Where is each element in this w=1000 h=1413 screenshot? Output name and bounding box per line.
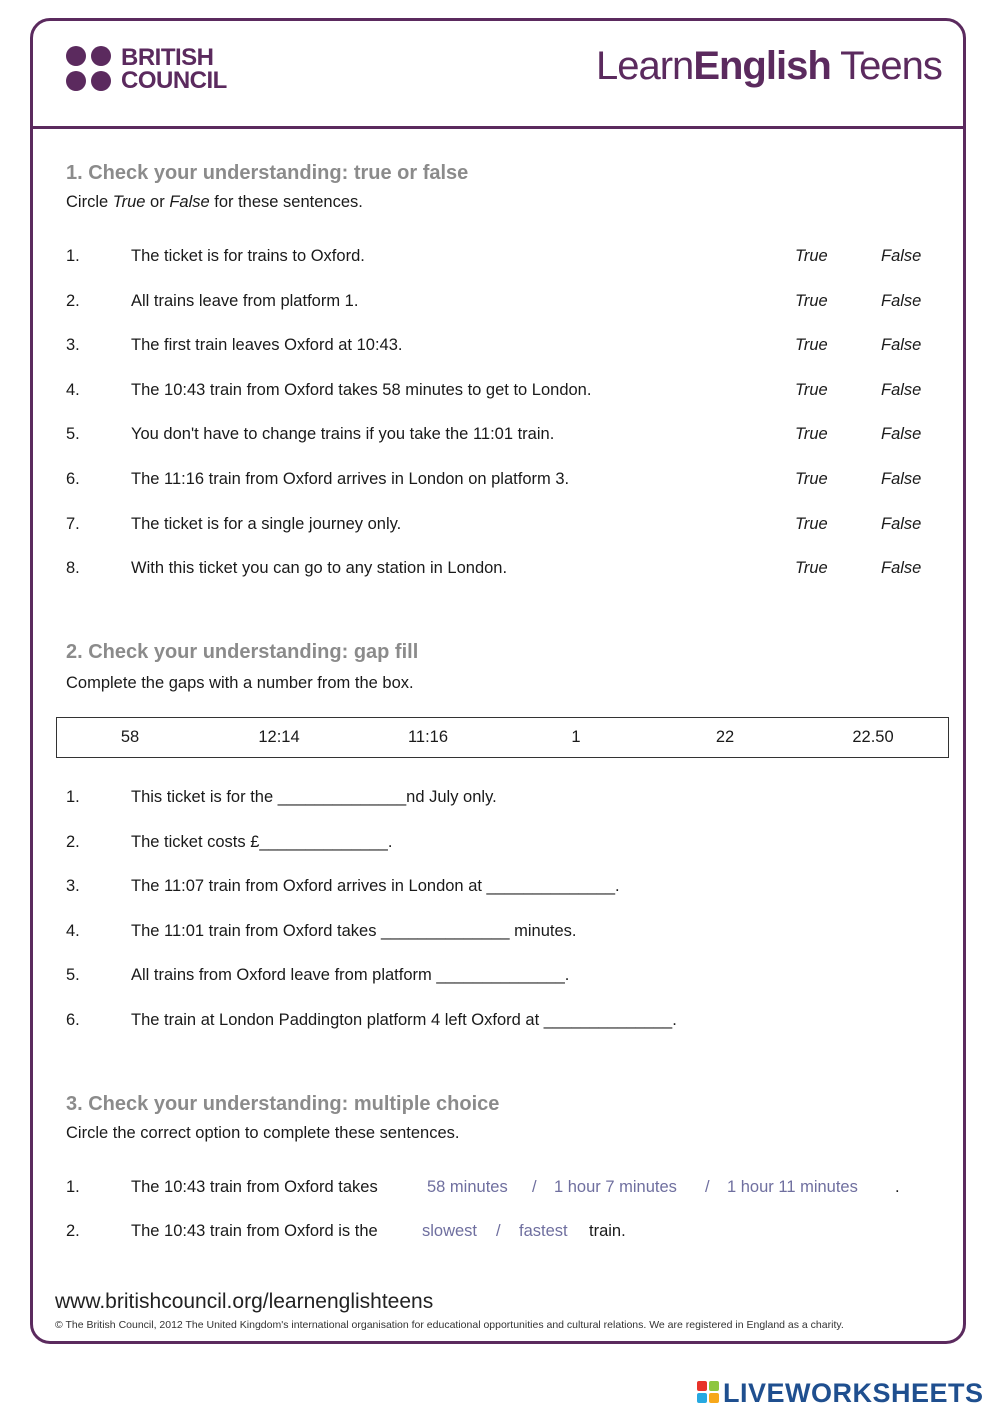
gap-fill-item bbox=[66, 833, 936, 857]
word-box bbox=[56, 717, 949, 758]
section3-instruction: Circle the correct option to complete these sentences. bbox=[66, 1124, 460, 1142]
header-divider bbox=[30, 126, 966, 129]
false-option[interactable]: False bbox=[881, 247, 922, 265]
gap-sentence[interactable]: The 11:01 train from Oxford takes ______________ minutes. bbox=[131, 922, 577, 940]
item-number: 8. bbox=[66, 559, 80, 577]
true-option[interactable]: True bbox=[795, 336, 828, 354]
mc-stem: The 10:43 train from Oxford is the bbox=[131, 1222, 378, 1240]
true-option[interactable]: True bbox=[795, 247, 828, 265]
mc-option[interactable]: slowest bbox=[422, 1222, 478, 1240]
item-number: 6. bbox=[66, 1011, 80, 1029]
footer-url: www.britishcouncil.org/learnenglishteens bbox=[55, 1290, 434, 1313]
section3-title: 3. Check your understanding: multiple choice bbox=[66, 1093, 500, 1115]
tf-item bbox=[66, 470, 936, 494]
tf-sentence: With this ticket you can go to any station in London. bbox=[131, 559, 508, 577]
true-option[interactable]: True bbox=[795, 515, 828, 533]
item-number: 2. bbox=[66, 833, 80, 851]
tf-sentence: The first train leaves Oxford at 10:43. bbox=[131, 336, 403, 354]
tf-item bbox=[66, 515, 936, 539]
item-number: 7. bbox=[66, 515, 80, 533]
mc-option[interactable]: fastest bbox=[519, 1222, 568, 1240]
item-number: 3. bbox=[66, 336, 80, 354]
word-box-item: 1 bbox=[571, 728, 581, 746]
tf-item bbox=[66, 336, 936, 360]
item-number: 1. bbox=[66, 247, 80, 265]
gap-sentence[interactable]: The 11:07 train from Oxford arrives in London at ______________. bbox=[131, 877, 620, 895]
british-council-logo-icon bbox=[66, 46, 114, 94]
mc-option[interactable]: 58 minutes bbox=[427, 1178, 508, 1196]
tf-sentence: All trains leave from platform 1. bbox=[131, 292, 359, 310]
mc-separator: / bbox=[532, 1178, 537, 1196]
item-number: 3. bbox=[66, 877, 80, 895]
tf-sentence: The ticket is for trains to Oxford. bbox=[131, 247, 365, 265]
gap-sentence[interactable]: This ticket is for the ______________nd July only. bbox=[131, 788, 497, 806]
mc-end: . bbox=[895, 1178, 900, 1196]
mc-item bbox=[66, 1178, 936, 1202]
mc-option[interactable]: 1 hour 11 minutes bbox=[727, 1178, 858, 1196]
true-option[interactable]: True bbox=[795, 381, 828, 399]
item-number: 4. bbox=[66, 922, 80, 940]
item-number: 5. bbox=[66, 425, 80, 443]
item-number: 6. bbox=[66, 470, 80, 488]
false-option[interactable]: False bbox=[881, 381, 922, 399]
true-option[interactable]: True bbox=[795, 470, 828, 488]
tf-sentence: The 11:16 train from Oxford arrives in London on platform 3. bbox=[131, 470, 570, 488]
learnenglish-teens-logo: LearnEnglish Teens bbox=[596, 44, 942, 88]
false-option[interactable]: False bbox=[881, 559, 922, 577]
word-box-item: 22.50 bbox=[852, 728, 894, 746]
tf-item bbox=[66, 559, 936, 583]
item-number: 5. bbox=[66, 966, 80, 984]
tf-sentence: The 10:43 train from Oxford takes 58 minutes to get to London. bbox=[131, 381, 592, 399]
tf-sentence: You don't have to change trains if you take the 11:01 train. bbox=[131, 425, 555, 443]
gap-sentence[interactable]: The train at London Paddington platform 4 left Oxford at ______________. bbox=[131, 1011, 677, 1029]
gap-fill-item bbox=[66, 877, 936, 901]
mc-separator: / bbox=[705, 1178, 710, 1196]
liveworksheets-icon bbox=[697, 1381, 721, 1405]
section2-instruction: Complete the gaps with a number from the box. bbox=[66, 674, 414, 692]
footer-copyright: © The British Council, 2012 The United Kingdom's international organisation for educational opportunities and cultural relations. We are registered in England as a charity. bbox=[55, 1319, 844, 1331]
item-number: 2. bbox=[66, 292, 80, 310]
gap-fill-item bbox=[66, 1011, 936, 1035]
gap-fill-item bbox=[66, 788, 936, 812]
word-box-item: 22 bbox=[715, 728, 735, 746]
false-option[interactable]: False bbox=[881, 515, 922, 533]
mc-option[interactable]: 1 hour 7 minutes bbox=[554, 1178, 677, 1196]
word-box-item: 12:14 bbox=[258, 728, 300, 746]
true-option[interactable]: True bbox=[795, 425, 828, 443]
mc-end: train. bbox=[589, 1222, 626, 1240]
gap-fill-item bbox=[66, 922, 936, 946]
british-council-logo-text: BRITISH COUNCIL bbox=[121, 44, 227, 94]
mc-item bbox=[66, 1222, 936, 1246]
gap-sentence[interactable]: The ticket costs £______________. bbox=[131, 833, 393, 851]
false-option[interactable]: False bbox=[881, 425, 922, 443]
item-number: 2. bbox=[66, 1222, 80, 1240]
liveworksheets-text: LIVEWORKSHEETS bbox=[723, 1378, 984, 1408]
section1-title: 1. Check your understanding: true or false bbox=[66, 162, 469, 184]
false-option[interactable]: False bbox=[881, 336, 922, 354]
tf-sentence: The ticket is for a single journey only. bbox=[131, 515, 402, 533]
word-box-item: 11:16 bbox=[407, 728, 449, 746]
item-number: 1. bbox=[66, 788, 80, 806]
true-option[interactable]: True bbox=[795, 292, 828, 310]
item-number: 4. bbox=[66, 381, 80, 399]
section1-instruction: Circle True or False for these sentences. bbox=[66, 193, 363, 211]
tf-item bbox=[66, 381, 936, 405]
gap-sentence[interactable]: All trains from Oxford leave from platform ______________. bbox=[131, 966, 570, 984]
section2-title: 2. Check your understanding: gap fill bbox=[66, 641, 419, 663]
word-box-item: 58 bbox=[120, 728, 140, 746]
tf-item bbox=[66, 247, 936, 271]
item-number: 1. bbox=[66, 1178, 80, 1196]
true-option[interactable]: True bbox=[795, 559, 828, 577]
tf-item bbox=[66, 425, 936, 449]
mc-separator: / bbox=[496, 1222, 501, 1240]
tf-item bbox=[66, 292, 936, 316]
false-option[interactable]: False bbox=[881, 470, 922, 488]
gap-fill-item bbox=[66, 966, 936, 990]
mc-stem: The 10:43 train from Oxford takes bbox=[131, 1178, 378, 1196]
false-option[interactable]: False bbox=[881, 292, 922, 310]
